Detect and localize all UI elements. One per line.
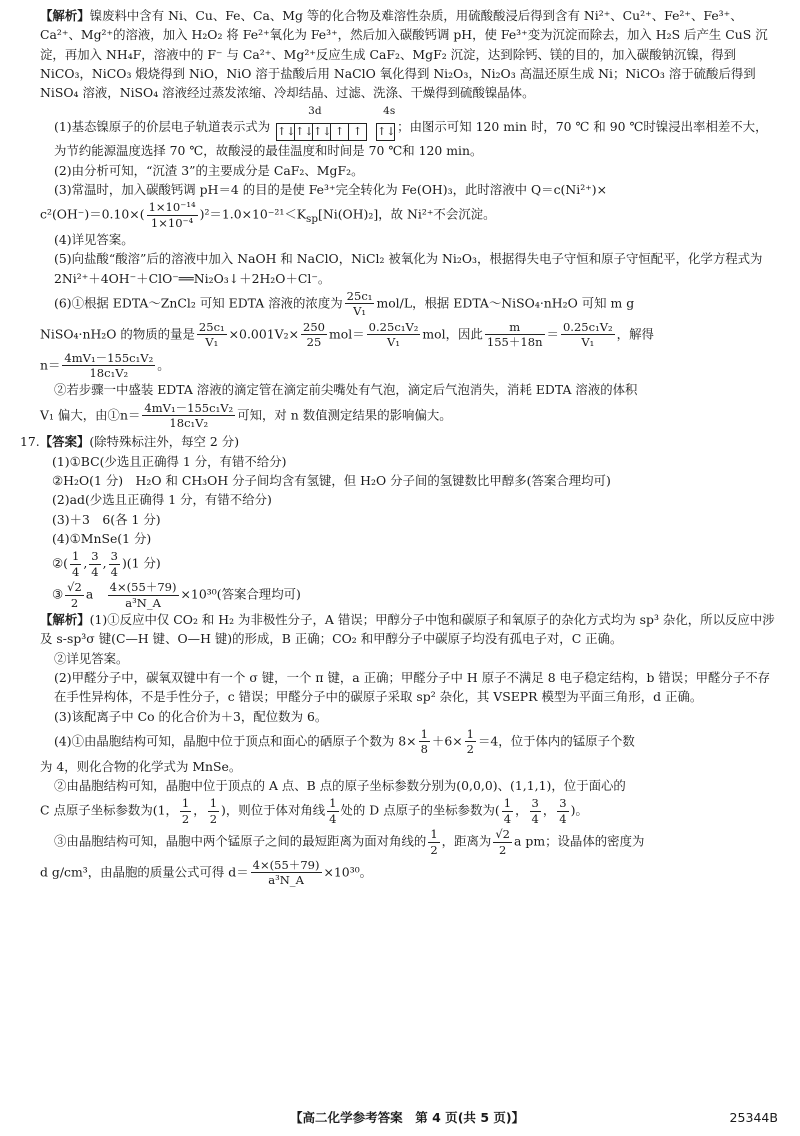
analysis-tag: 【解析】: [40, 8, 90, 23]
answer-17-line6: ②( $\frac{1}{4}$ , $\frac{3}{4}$ , $\frac{3}{4}$ )(1 分): [52, 549, 161, 579]
orbital-3d-5: ↑: [349, 123, 367, 141]
answer-17-line2: ②H₂O(1 分) H₂O 和 CH₃OH 分子间均含有氢键，但 H₂O 分子间的氢键数比甲醇多(答案合理均可): [52, 473, 611, 489]
fraction: $\frac{1}{2}$: [466, 727, 474, 757]
question-number: 17.: [20, 434, 40, 450]
analysis-16-part1: (1)基态镍原子的价层电子轨道表示式为 3d 4s ↑↓↑↓↑↓ ↑ ↑ ↑↓ ；由图示可知 120 min 时，70 ℃ 和 90 ℃时镍浸出率相差不大，为节约能源温度选择 70 ℃，故酸浸的最佳温度和时间是 70 ℃和 120 min。: [54, 104, 768, 159]
orbital-diagram: 3d 4s ↑↓↑↓↑↓ ↑ ↑ ↑↓: [276, 122, 395, 142]
analysis-16-part5: (5)向盐酸“酸溶”后的溶液中加入 NaOH 和 NaClO，NiCl₂ 被氧化为 Ni₂O₃，根据得失电子守恒和原子守恒配平，化学方程式为 2Ni²⁺＋4OH⁻＋ClO⁻══Ni₂O₃↓＋2H₂O＋Cl⁻。: [54, 251, 763, 286]
analysis-17-part6: ③由晶胞结构可知，晶胞中两个锰原子之间的最短距离为面对角线的 $\frac{1}{2}$ ，距离为 $\frac{√2}{2}$ a pm；设晶体的密度为: [54, 827, 645, 857]
fraction: $\frac{3}{4}$: [110, 549, 118, 579]
analysis-17-part5: ②由晶胞结构可知，晶胞中位于顶点的 A 点、B 点的原子坐标参数分别为(0,0,0)、(1,1,1)，位于面心的: [54, 778, 626, 794]
analysis-17-part4-cont: 为 4，则化合物的化学式为 MnSe。: [40, 758, 242, 774]
fraction: $\frac{m}{155+18n}$: [486, 319, 543, 350]
answer-17-line4: (3)＋3 6(各 1 分): [52, 511, 161, 527]
fraction: $\frac{3}{4}$: [531, 796, 539, 826]
fraction: $\frac{4\times(55+79)}{\text{a³N\_A}}$: [109, 580, 177, 610]
fraction: $\frac{√2}{2}$: [495, 827, 511, 857]
analysis-16-part3: (3)常温时，加入碳酸钙调 pH＝4 的目的是使 Fe³⁺完全转化为 Fe(OH)₃，此时溶液中 Q＝c(Ni²⁺)×: [54, 181, 608, 197]
fraction: $\frac{\text{0.25c₁V₂}}{\text{V₁}}$: [562, 319, 613, 350]
orbital-3d-4: ↑: [331, 123, 349, 141]
answer-17-line3: (2)ad(少选且正确得 1 分，有错不给分): [52, 492, 272, 508]
analysis-17-part4: (4)①由晶胞结构可知，晶胞中位于顶点和面心的硒原子个数为 8× $\frac{1}{8}$ ＋6× $\frac{1}{2}$ ＝4，位于体内的锰原子个数: [54, 727, 635, 757]
fraction: $\frac{\text{1×10⁻¹⁴}}{\text{1×10⁻⁴}}$: [148, 200, 196, 230]
analysis-16-part3-cont: c²(OH⁻)＝0.10×( $\frac{\text{1×10⁻¹⁴}}{\text{1×10⁻⁴}}$ )$^2=1.0\times 10^{-21}<K_{sp}[Ni(OH)_2]$，故 Ni²⁺不会沉淀。: [40, 200, 496, 230]
orbital-3d-1: ↑↓: [276, 123, 295, 141]
analysis-16-part6-line5: V₁ 偏大，由①n＝ $\frac{\text{4mV₁－155c₁V₂}}{\text{18c₁V₂}}$ 可知，对 n 数值测定结果的影响偏大。: [40, 400, 452, 430]
analysis-16-part6-note: ②若步骤一中盛装 EDTA 溶液的滴定管在滴定前尖嘴处有气泡，滴定后气泡消失，消耗 EDTA 溶液的体积: [54, 382, 638, 398]
answer-17-line1: (1)①BC(少选且正确得 1 分，有错不给分): [52, 453, 287, 469]
answer-17-line7: ③ $\frac{√2}{2}$ a $\frac{4\times(55+79)}{\text{a³N\_A}}$ ×10³⁰(答案合理均可): [52, 580, 301, 610]
analysis-17-part1b: ②详见答案。: [54, 650, 129, 666]
fraction: $\frac{1}{4}$: [71, 549, 80, 579]
footer-code: 25344B: [729, 1110, 778, 1125]
fraction: $\frac{3}{4}$: [91, 549, 99, 579]
orbital-3d-3: ↑↓: [313, 123, 331, 141]
analysis-16-text: 镍废料中含有 Ni、Cu、Fe、Ca、Mg 等的化合物及难溶性杂质，用硫酸酸浸后得到含有 Ni²⁺、Cu²⁺、Fe²⁺、Fe³⁺、Ca²⁺、Mg²⁺的溶液，加入 H₂O₂ 将 Fe²⁺氧化为 Fe³⁺，然后加入碳酸钙调 pH，使 Fe³⁺变为沉淀而除去，加入 H₂S 后产生 CuS 沉淀，再加入 NH₄F，溶液中的 F⁻ 与 Ca²⁺、Mg²⁺反应生成 CaF₂、MgF₂ 沉淀，达到除钙、镁的目的，加入碳酸钠沉镍，得到 NiCO₃，NiCO₃ 煅烧得到 NiO，NiO 溶于盐酸后用 NaClO 氧化得到 Ni₂O₃，Ni₂O₃ 高温还原生成 Ni；NiCO₃ 溶于硫酸后得到 NiSO₄ 溶液，NiSO₄ 溶液经过蒸发浓缩、冷却结晶、过滤、洗涤、干燥得到硫酸镍晶体。: [40, 8, 768, 101]
analysis-16-part6-line3: n＝ $\frac{\text{4mV₁－155c₁V₂}}{\text{18c₁V₂}}$ 。: [40, 350, 170, 380]
fraction: $\frac{1}{4}$: [503, 796, 512, 826]
score-note: (除特殊标注外，每空 2 分): [89, 434, 240, 450]
fraction: $\frac{3}{4}$: [559, 796, 567, 826]
analysis-17-part2: (2)甲醛分子中，碳氧双键中有一个 σ 键，一个 π 键，a 正确；甲醛分子中 H 原子不满足 8 电子稳定结构，b 错误；甲醛分子不存在手性异构体，不是手性分子，c 错误；甲醛分子中的碳原子采取 sp² 杂化，其 VSEPR 模型为平面三角形，d 正确。: [54, 669, 771, 705]
fraction: $\frac{\text{25c₁}}{\text{V₁}}$: [346, 289, 373, 319]
analysis-16-part4: (4)详见答案。: [54, 232, 134, 247]
fraction: $\frac{1}{8}$: [420, 727, 428, 757]
analysis-17-part5-cont: C 点原子坐标参数为(1， $\frac{1}{2}$ ， $\frac{1}{2}$ )，则位于体对角线 $\frac{1}{4}$ 处的 D 点原子的坐标参数为( $\frac{1}{4}$ ， $\frac{3}{4}$ ， $\frac{3}{4}$ )。: [40, 796, 588, 826]
analysis-17-part6-cont: d g/cm³，由晶胞的质量公式可得 d＝ $\frac{4\times(55+79)}{\text{a³N\_A}}$ ×10³⁰。: [40, 857, 373, 888]
answer-17-header: [20, 432, 778, 451]
answer-17-line5: (4)①MnSe(1 分): [52, 531, 152, 547]
fraction: $\frac{\text{4mV₁－155c₁V₂}}{\text{18c₁V₂}}$: [64, 350, 154, 380]
analysis-tag: 【解析】: [40, 611, 90, 627]
fraction: $\frac{1}{2}$: [181, 796, 190, 826]
fraction: $\frac{4\times(55+79)}{\text{a³N\_A}}$: [252, 857, 320, 888]
page-footer: [0, 1108, 800, 1128]
footer-title: 【高二化学参考答案 第 4 页(共 5 页)】: [290, 1110, 525, 1125]
fraction: $\frac{\text{25c₁}}{\text{V₁}}$: [198, 319, 225, 350]
analysis-16-intro: [40, 6, 778, 103]
orbital-3d-2: ↑↓: [295, 123, 313, 141]
analysis-16-part6: (6)①根据 EDTA～ZnCl₂ 可知 EDTA 溶液的浓度为 $\frac{\text{25c₁}}{\text{V₁}}$ mol/L，根据 EDTA～NiSO₄·nH₂O 可知 m g: [54, 289, 635, 319]
fraction: $\frac{250}{25}$: [303, 319, 326, 350]
analysis-16-part6-line2: NiSO₄·nH₂O 的物质的量是 $\frac{\text{25c₁}}{\text{V₁}}$ ×0.001V₂× $\frac{250}{25}$ mol＝ $\frac{\text{0.25c₁V₂}}{\text{V₁}}$ mol，因此 $\frac{m}{155+18n}$ ＝ $\frac{\text{0.25c₁V₂}}{\text{V₁}}$ ，解得: [40, 319, 654, 350]
analysis-16-part2: (2)由分析可知，“沉渣 3”的主要成分是 CaF₂、MgF₂。: [54, 162, 364, 178]
fraction: $\frac{√2}{2}$: [67, 580, 82, 610]
fraction: $\frac{1}{2}$: [209, 796, 218, 826]
answer-tag: 【答案】: [39, 434, 90, 450]
fraction: $\frac{\text{4mV₁－155c₁V₂}}{\text{18c₁V₂}}$: [144, 400, 234, 430]
fraction: $\frac{1}{4}$: [329, 796, 337, 826]
fraction: $\frac{1}{2}$: [430, 827, 438, 857]
fraction: $\frac{\text{0.25c₁V₂}}{\text{V₁}}$: [368, 319, 419, 350]
analysis-17-part1: 【解析】(1)①反应中仅 CO₂ 和 H₂ 为非极性分子，A 错误；甲醇分子中饱和碳原子和氧原子的杂化方式均为 sp³ 杂化，所以反应中涉及 s-sp³σ 键(C—H 键、O—H 键)的形成，B 正确；CO₂ 和甲醇分子中碳原子均没有孤电子对，C 正确。: [40, 611, 775, 647]
analysis-17-part3: (3)该配离子中 Co 的化合价为＋3，配位数为 6。: [54, 708, 328, 724]
orbital-4s: ↑↓: [376, 123, 395, 141]
